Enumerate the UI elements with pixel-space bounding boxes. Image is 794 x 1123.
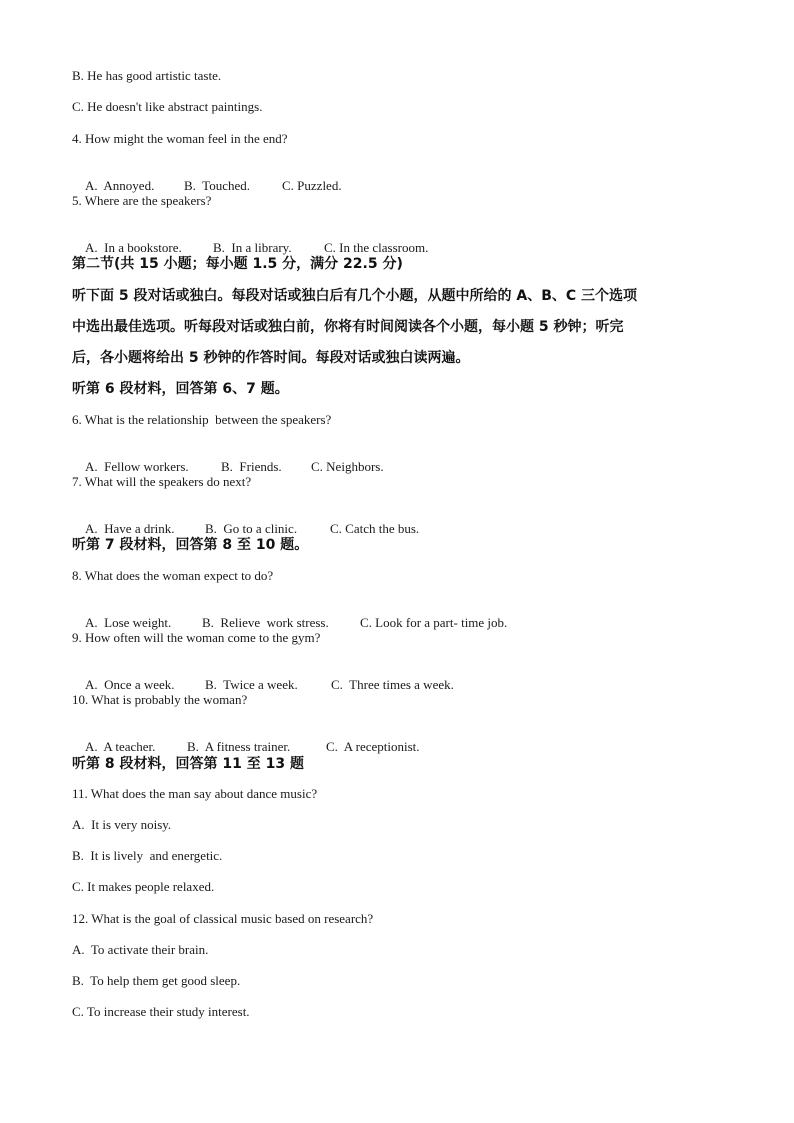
question-10: 10. What is probably the woman? [72, 692, 248, 707]
q6-option-b: B. Friends. [221, 459, 282, 474]
q6-option-c: C. Neighbors. [311, 459, 384, 474]
section-2-heading: 第二节(共 15 小题；每小题 1.5 分，满分 22.5 分) [72, 256, 403, 272]
question-5: 5. Where are the speakers? [72, 193, 212, 208]
q8-option-b: B. Relieve work stress. [202, 615, 329, 630]
q11-option-b: B. It is lively and energetic. [72, 848, 223, 863]
question-7: 7. What will the speakers do next? [72, 474, 252, 489]
q5-option-a: A. In a bookstore. [85, 240, 182, 255]
q12-option-a: A. To activate their brain. [72, 942, 209, 957]
q9-option-b: B. Twice a week. [205, 677, 298, 692]
q7-option-c: C. Catch the bus. [330, 521, 420, 536]
q3-option-c: C. He doesn't like abstract paintings. [72, 99, 263, 114]
q5-option-c: C. In the classroom. [324, 240, 429, 255]
question-6: 6. What is the relationship between the speakers? [72, 412, 332, 427]
q4-option-b: B. Touched. [184, 178, 251, 193]
q7-option-a: A. Have a drink. [85, 521, 175, 536]
question-8: 8. What does the woman expect to do? [72, 568, 274, 583]
q12-option-c: C. To increase their study interest. [72, 1004, 250, 1019]
question-12: 12. What is the goal of classical music based on research? [72, 911, 374, 926]
material-8-heading: 听第 8 段材料，回答第 11 至 13 题 [72, 756, 304, 772]
instruction-line-2: 中选出最佳选项。听每段对话或独白前，你将有时间阅读各个小题，每小题 5 秒钟；听完 [72, 319, 624, 335]
q9-option-c: C. Three times a week. [331, 677, 454, 692]
q11-option-a: A. It is very noisy. [72, 817, 172, 832]
q9-option-a: A. Once a week. [85, 677, 175, 692]
q10-option-a: A. A teacher. [85, 739, 156, 754]
instruction-line-3: 后，各小题将给出 5 秒钟的作答时间。每段对话或独白读两遍。 [72, 350, 470, 366]
q3-option-b: B. He has good artistic taste. [72, 68, 222, 83]
q8-option-c: C. Look for a part- time job. [360, 615, 508, 630]
q4-option-c: C. Puzzled. [282, 178, 342, 193]
q10-option-b: B. A fitness trainer. [187, 739, 291, 754]
question-11: 11. What does the man say about dance music? [72, 786, 318, 801]
q5-option-b: B. In a library. [213, 240, 292, 255]
question-9: 9. How often will the woman come to the gym? [72, 630, 321, 645]
q7-option-b: B. Go to a clinic. [205, 521, 298, 536]
material-7-heading: 听第 7 段材料，回答第 8 至 10 题。 [72, 537, 309, 553]
q4-option-a: A. Annoyed. [85, 178, 155, 193]
q6-option-a: A. Fellow workers. [85, 459, 189, 474]
q12-option-b: B. To help them get good sleep. [72, 973, 241, 988]
q11-option-c: C. It makes people relaxed. [72, 879, 215, 894]
instruction-line-1: 听下面 5 段对话或独白。每段对话或独白后有几个小题，从题中所给的 A、B、C 三个选项 [72, 288, 638, 304]
q8-option-a: A. Lose weight. [85, 615, 172, 630]
question-4: 4. How might the woman feel in the end? [72, 131, 288, 146]
material-6-heading: 听第 6 段材料，回答第 6、7 题。 [72, 381, 289, 397]
q10-option-c: C. A receptionist. [326, 739, 420, 754]
